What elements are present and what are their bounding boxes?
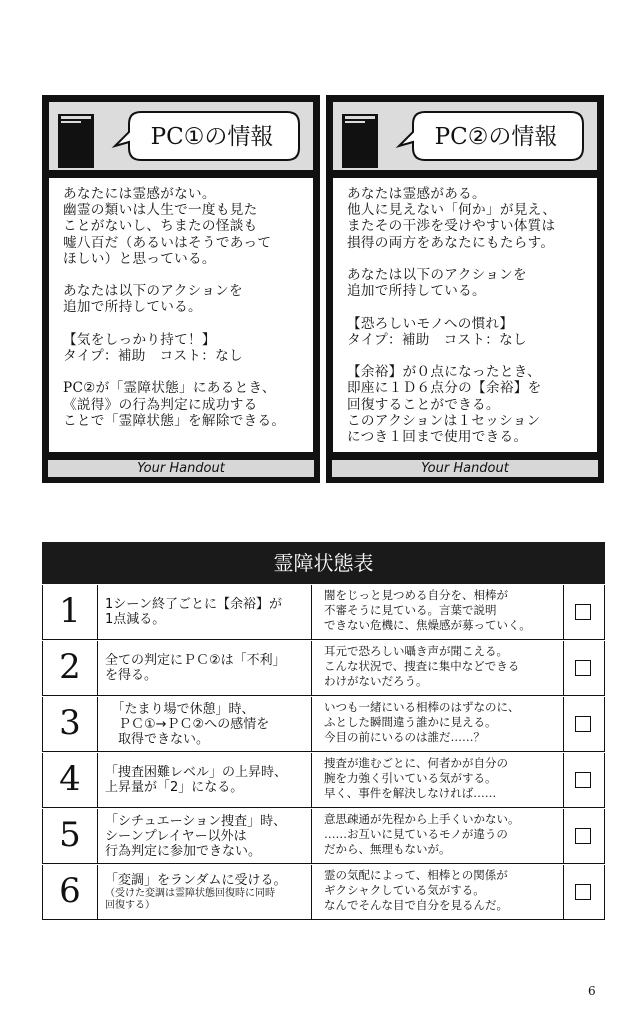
row-condition — [105, 753, 311, 807]
row-checkbox[interactable] — [575, 604, 591, 620]
condition-text: 全ての判定にＰＣ②は「不利」 を得る。 — [105, 653, 286, 683]
card-footer: Your Handout — [331, 459, 599, 478]
page-number: 6 — [588, 984, 596, 998]
row-condition — [105, 697, 311, 751]
row-number: 4 — [43, 753, 98, 807]
row-checkbox[interactable] — [575, 772, 591, 788]
table-row — [42, 697, 605, 752]
condition-text: 「シチュエーション捜査」時、 シーンプレイヤー以外は 行為判定に参加できない。 — [105, 813, 287, 859]
card-header — [47, 100, 315, 172]
row-checkbox[interactable] — [575, 884, 591, 900]
table-row — [42, 809, 605, 864]
condition-text: 「捜査困難レベル」の上昇時、 上昇量が「2」になる。 — [105, 765, 288, 795]
book-icon — [341, 112, 381, 170]
row-flavor: 捜査が進むごとに、何者かが自分の 腕を力強く引いている気がする。 早く、事件を解決しなければ…… — [311, 753, 564, 807]
row-number: 1 — [43, 585, 98, 639]
row-condition — [105, 809, 311, 863]
card-header — [331, 100, 599, 172]
condition-text: 「変調」をランダムに受ける。 — [105, 872, 287, 888]
row-number: 6 — [43, 865, 98, 919]
table-row — [42, 585, 605, 640]
card-title: PC①の情報 — [150, 124, 274, 150]
card-body: あなたは霊感がある。 他人に見えない「何か」が見え、 またその干渉を受けやすい体質は 損得の両方をあなたにもたらす。 あなたは以下のアクションを 追加で所持している。 【恐ろしいモノへの慣れ】 タイプ：補助 コスト：なし 【余裕】が０点になったとき、 即座に１Ｄ６点分の【余裕】を 回復することができる。 このアクションは１セッション につき１回まで使用できる。 — [331, 176, 599, 454]
table-row — [42, 641, 605, 696]
row-number: 3 — [43, 697, 98, 751]
row-number: 5 — [43, 809, 98, 863]
card-footer: Your Handout — [47, 459, 315, 478]
row-condition — [105, 585, 311, 639]
row-condition — [105, 865, 311, 919]
book-icon — [57, 112, 97, 170]
handout-card-pc2 — [326, 95, 604, 483]
row-flavor: 霊の気配によって、相棒との関係が ギクシャクしている気がする。 なんでそんな目で自分を見るんだ。 — [311, 865, 564, 919]
card-body: あなたには霊感がない。 幽霊の類いは人生で一度も見た ことがないし、ちまたの怪談も 嘘八百だ（あるいはそうであって ほしい）と思っている。 あなたは以下のアクションを 追加で所持している。 【気をしっかり持て！】 タイプ：補助 コスト：なし PC②が「霊障状態」にあるとき、 《説得》の行為判定に成功する ことで「霊障状態」を解除できる。 — [47, 176, 315, 454]
condition-text: 1シーン終了ごとに【余裕】が 1点減る。 — [105, 597, 283, 627]
reishou-table — [42, 542, 605, 920]
row-flavor: いつも一緒にいる相棒のはずなのに、 ふとした瞬間違う誰かに見える。 今目の前にいるのは誰だ……？ — [311, 697, 564, 751]
table-row — [42, 865, 605, 920]
table-row — [42, 753, 605, 808]
row-flavor: 耳元で恐ろしい囁き声が聞こえる。 こんな状況で、捜査に集中などできる わけがないだろう。 — [311, 641, 564, 695]
handout-card-pc1 — [42, 95, 320, 483]
row-number: 2 — [43, 641, 98, 695]
table-title: 霊障状態表 — [42, 542, 605, 584]
row-condition — [105, 641, 311, 695]
row-checkbox[interactable] — [575, 660, 591, 676]
condition-text: 「たまり場で休憩」時、 ＰＣ①→ＰＣ②への感情を 取得できない。 — [118, 701, 270, 747]
row-flavor: 闇をじっと見つめる自分を、相棒が 不審そうに見ている。言葉で説明 できない危機に、焦燥感が募っていく。 — [311, 585, 564, 639]
row-checkbox[interactable] — [575, 828, 591, 844]
condition-note: （受けた変調は霊障状態回復時に同時 回復する） — [105, 887, 275, 911]
row-flavor: 意思疎通が先程から上手くいかない。 ……お互いに見ているモノが違うの だから、無理もないが。 — [311, 809, 564, 863]
card-title: PC②の情報 — [434, 124, 558, 150]
row-checkbox[interactable] — [575, 716, 591, 732]
